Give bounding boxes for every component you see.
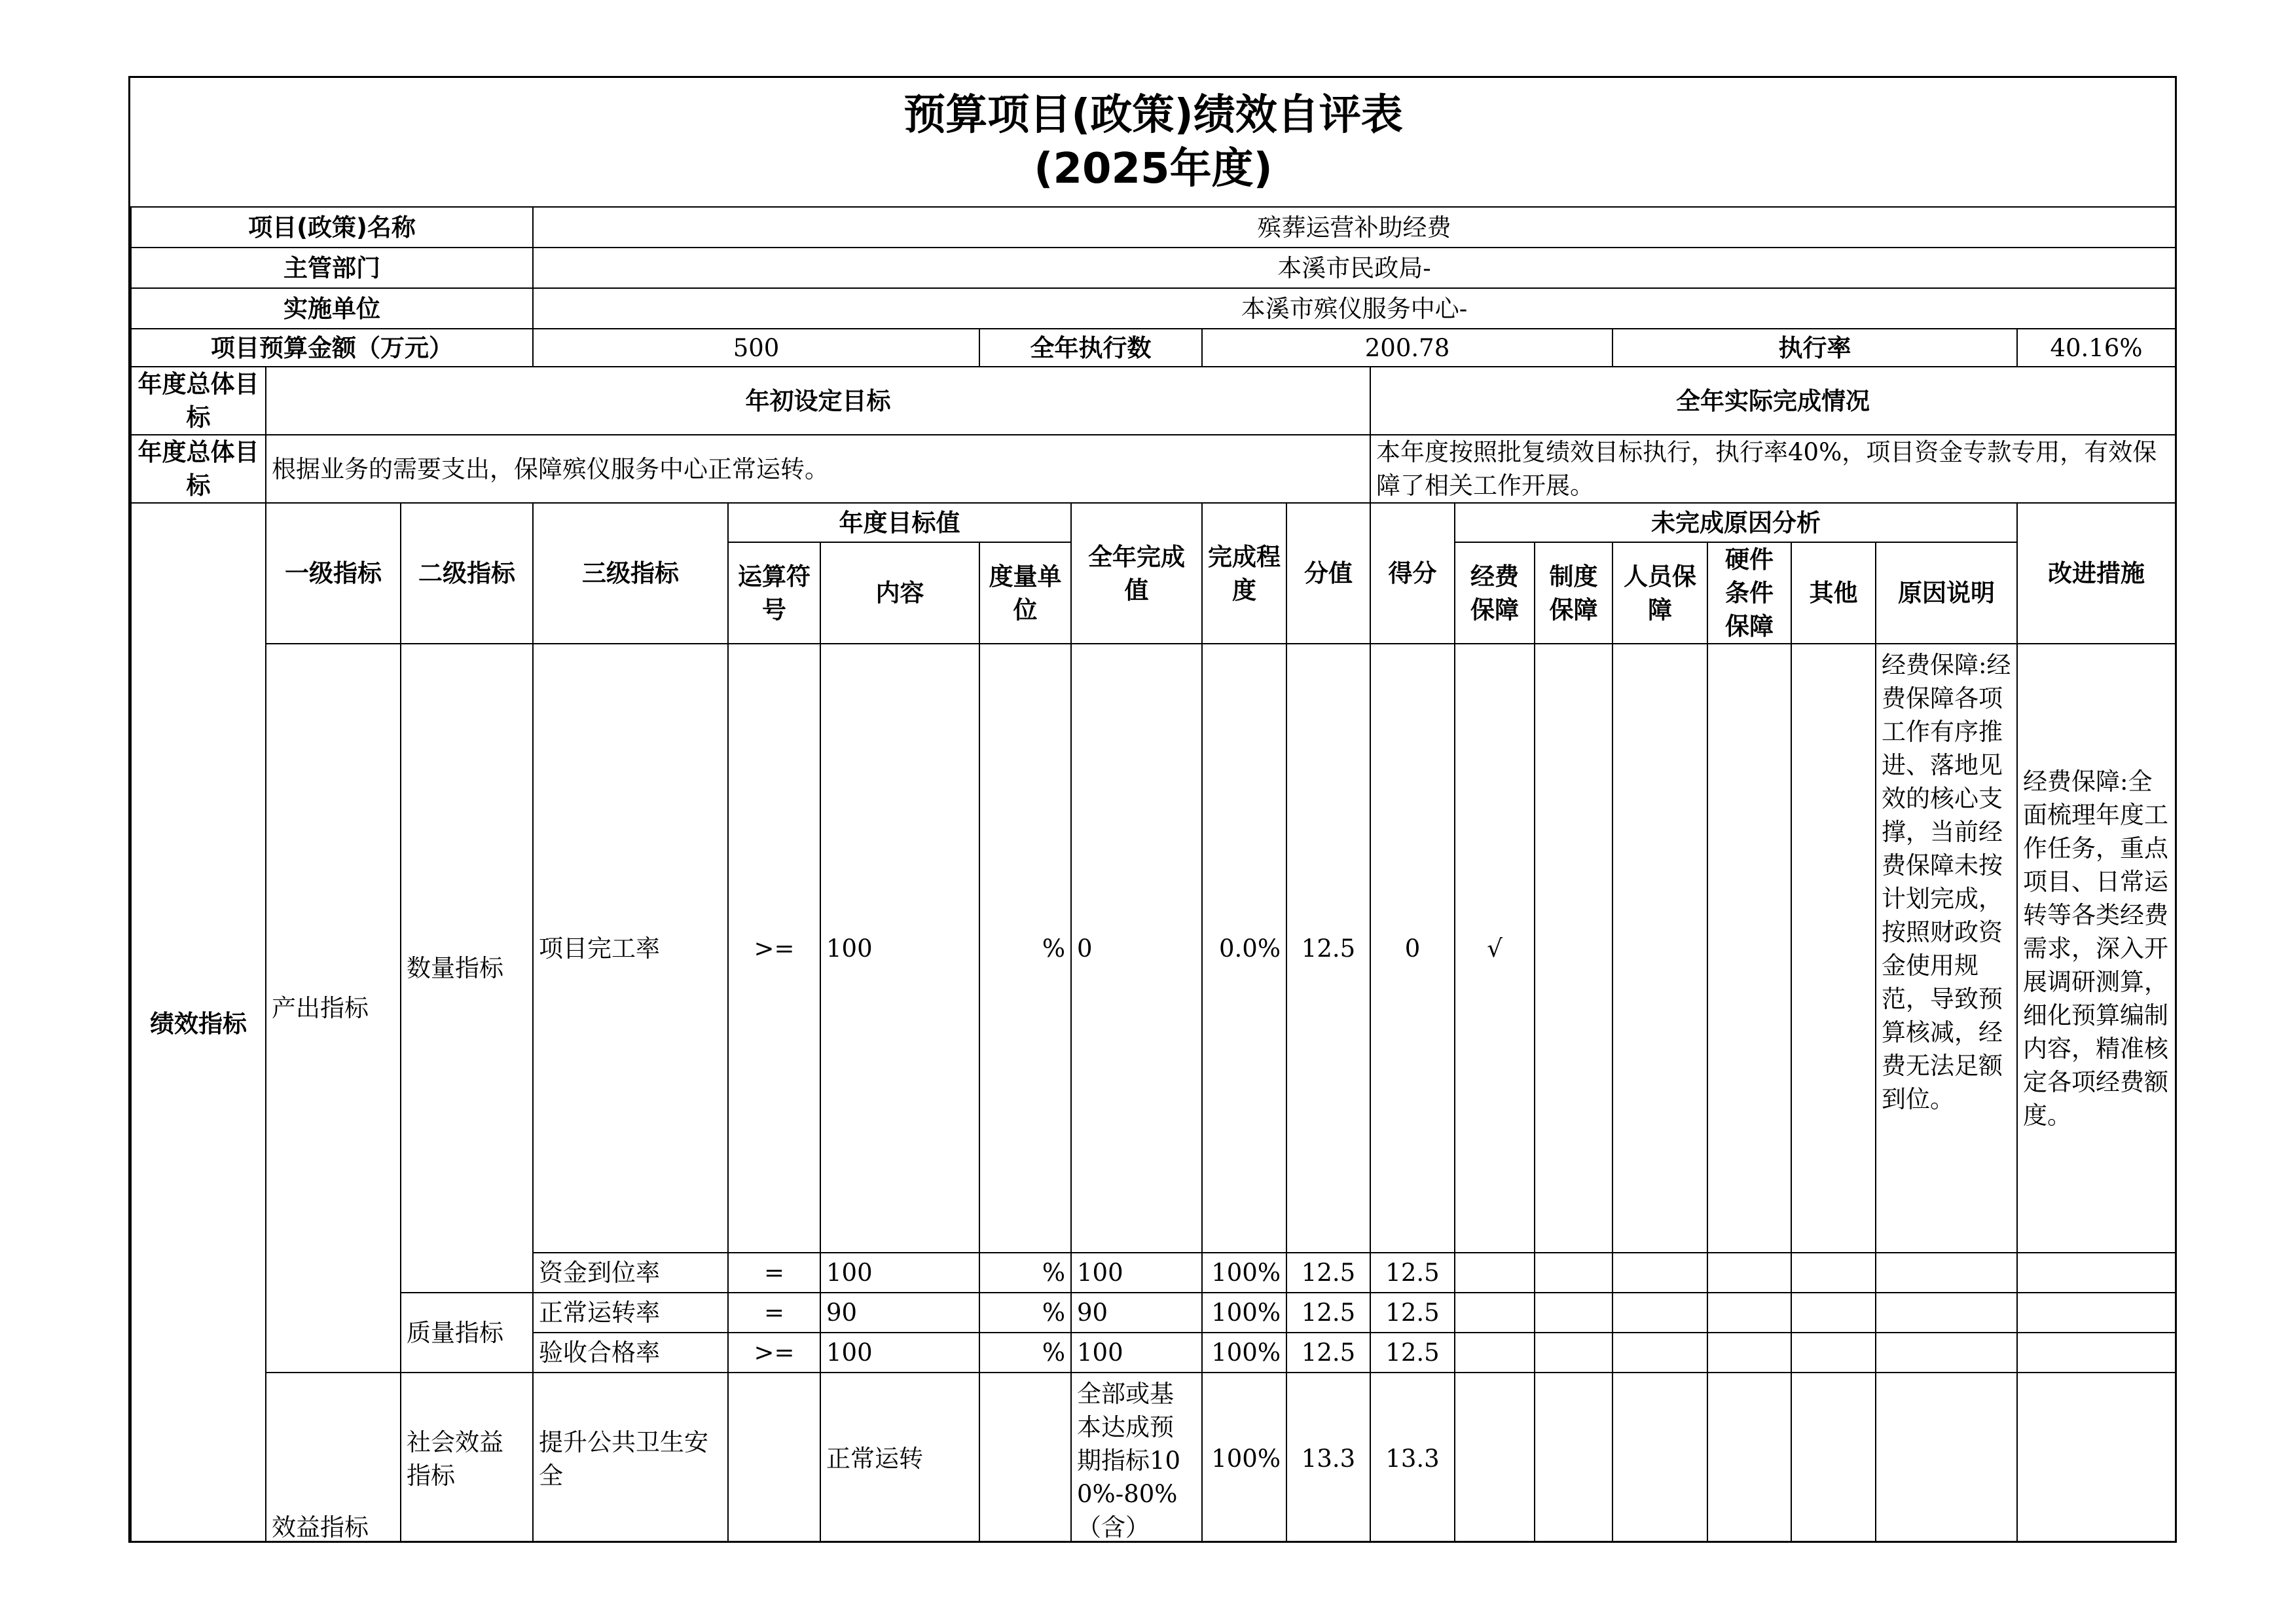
r2-value: 12.5 bbox=[1286, 1253, 1370, 1293]
r1-name: 项目完工率 bbox=[533, 644, 728, 1253]
project-name-label: 项目(政策)名称 bbox=[131, 207, 533, 248]
r2-score: 12.5 bbox=[1370, 1253, 1455, 1293]
r5-content: 正常运转 bbox=[820, 1373, 979, 1543]
r3-score: 12.5 bbox=[1370, 1293, 1455, 1333]
budget-value: 500 bbox=[533, 329, 979, 367]
budget-label: 项目预算金额（万元） bbox=[131, 329, 533, 367]
evaluation-table bbox=[130, 78, 2176, 1543]
r5-degree: 100% bbox=[1202, 1373, 1286, 1543]
r3-hardware bbox=[1707, 1293, 1791, 1333]
r2-reason bbox=[1876, 1253, 2017, 1293]
r4-reason bbox=[1876, 1333, 2017, 1373]
r1-degree: 0.0% bbox=[1202, 644, 1286, 1253]
r2-staff bbox=[1613, 1253, 1707, 1293]
header-level1: 一级指标 bbox=[266, 503, 401, 644]
r3-system bbox=[1535, 1293, 1613, 1333]
header-system: 制度保障 bbox=[1535, 542, 1613, 644]
quantity-indicator: 数量指标 bbox=[401, 644, 533, 1293]
table-row bbox=[131, 644, 2176, 1253]
r3-actual: 90 bbox=[1071, 1293, 1202, 1333]
r4-system bbox=[1535, 1333, 1613, 1373]
header-hardware: 硬件条件保障 bbox=[1707, 542, 1791, 644]
r5-hardware bbox=[1707, 1373, 1791, 1543]
r5-actual: 全部或基本达成预期指标100%-80%（含） bbox=[1071, 1373, 1202, 1543]
r4-content: 100 bbox=[820, 1333, 979, 1373]
header-target-group: 年度目标值 bbox=[728, 503, 1071, 542]
header-reason-group: 未完成原因分析 bbox=[1455, 503, 2017, 542]
r5-staff bbox=[1613, 1373, 1707, 1543]
project-name-value: 殡葬运营补助经费 bbox=[533, 207, 2176, 248]
r4-actual: 100 bbox=[1071, 1333, 1202, 1373]
r5-unit bbox=[979, 1373, 1071, 1543]
r3-value: 12.5 bbox=[1286, 1293, 1370, 1333]
rate-label: 执行率 bbox=[1613, 329, 2017, 367]
header-staff: 人员保障 bbox=[1613, 542, 1707, 644]
r5-operator bbox=[728, 1373, 820, 1543]
header-other: 其他 bbox=[1791, 542, 1876, 644]
rate-value: 40.16% bbox=[2017, 329, 2176, 367]
r1-operator: >= bbox=[728, 644, 820, 1253]
header-operator: 运算符号 bbox=[728, 542, 820, 644]
r3-degree: 100% bbox=[1202, 1293, 1286, 1333]
actual-goal-header: 全年实际完成情况 bbox=[1370, 367, 2176, 435]
output-indicator: 产出指标 bbox=[266, 644, 401, 1373]
r2-funding bbox=[1455, 1253, 1535, 1293]
header-level2: 二级指标 bbox=[401, 503, 533, 644]
r5-reason bbox=[1876, 1373, 2017, 1543]
page-subtitle: (2025年度) bbox=[1034, 145, 1273, 193]
r3-operator: = bbox=[728, 1293, 820, 1333]
header-score-value: 分值 bbox=[1286, 503, 1370, 644]
r1-unit: % bbox=[979, 644, 1071, 1253]
r4-unit: % bbox=[979, 1333, 1071, 1373]
header-actual: 全年完成值 bbox=[1071, 503, 1202, 644]
r4-name: 验收合格率 bbox=[533, 1333, 728, 1373]
r5-system bbox=[1535, 1373, 1613, 1543]
r4-staff bbox=[1613, 1333, 1707, 1373]
r1-system bbox=[1535, 644, 1613, 1253]
r1-content: 100 bbox=[820, 644, 979, 1253]
r4-funding bbox=[1455, 1333, 1535, 1373]
r1-staff bbox=[1613, 644, 1707, 1253]
social-indicator: 社会效益指标 bbox=[401, 1373, 533, 1543]
r2-unit: % bbox=[979, 1253, 1071, 1293]
r2-content: 100 bbox=[820, 1253, 979, 1293]
r1-hardware bbox=[1707, 644, 1791, 1253]
header-score: 得分 bbox=[1370, 503, 1455, 644]
r2-improve bbox=[2017, 1253, 2176, 1293]
initial-goal-text: 根据业务的需要支出，保障殡仪服务中心正常运转。 bbox=[266, 435, 1370, 503]
header-content: 内容 bbox=[820, 542, 979, 644]
r3-other bbox=[1791, 1293, 1876, 1333]
r1-funding-check: √ bbox=[1455, 644, 1535, 1253]
initial-goal-header: 年初设定目标 bbox=[266, 367, 1370, 435]
r1-actual: 0 bbox=[1071, 644, 1202, 1253]
goal-row-label: 年度总体目标 bbox=[131, 367, 266, 435]
actual-goal-text: 本年度按照批复绩效目标执行，执行率40%，项目资金专款专用，有效保障了相关工作开展。 bbox=[1370, 435, 2176, 503]
r3-improve bbox=[2017, 1293, 2176, 1333]
r2-other bbox=[1791, 1253, 1876, 1293]
self-evaluation-sheet bbox=[128, 76, 2177, 1543]
r4-hardware bbox=[1707, 1333, 1791, 1373]
unit-value: 本溪市殡仪服务中心- bbox=[533, 288, 2176, 329]
perf-indicator-label: 绩效指标 bbox=[131, 503, 266, 1543]
header-unit: 度量单位 bbox=[979, 542, 1071, 644]
goal-row-label-2: 年度总体目标 bbox=[131, 435, 266, 503]
unit-label: 实施单位 bbox=[131, 288, 533, 329]
exec-label: 全年执行数 bbox=[979, 329, 1202, 367]
r2-system bbox=[1535, 1253, 1613, 1293]
r2-actual: 100 bbox=[1071, 1253, 1202, 1293]
r1-other bbox=[1791, 644, 1876, 1253]
header-funding: 经费保障 bbox=[1455, 542, 1535, 644]
dept-value: 本溪市民政局- bbox=[533, 248, 2176, 288]
r4-degree: 100% bbox=[1202, 1333, 1286, 1373]
r3-content: 90 bbox=[820, 1293, 979, 1333]
r5-funding bbox=[1455, 1373, 1535, 1543]
r4-operator: >= bbox=[728, 1333, 820, 1373]
r2-operator: = bbox=[728, 1253, 820, 1293]
r3-unit: % bbox=[979, 1293, 1071, 1333]
r2-name: 资金到位率 bbox=[533, 1253, 728, 1293]
r1-reason: 经费保障:经费保障各项工作有序推进、落地见效的核心支撑，当前经费保障未按计划完成，按照财政资金使用规范，导致预算核减，经费无法足额到位。 bbox=[1876, 644, 2017, 1253]
r4-other bbox=[1791, 1333, 1876, 1373]
r2-degree: 100% bbox=[1202, 1253, 1286, 1293]
header-level3: 三级指标 bbox=[533, 503, 728, 644]
dept-label: 主管部门 bbox=[131, 248, 533, 288]
r5-name: 提升公共卫生安全 bbox=[533, 1373, 728, 1543]
r3-name: 正常运转率 bbox=[533, 1293, 728, 1333]
r1-value: 12.5 bbox=[1286, 644, 1370, 1253]
r4-value: 12.5 bbox=[1286, 1333, 1370, 1373]
r3-funding bbox=[1455, 1293, 1535, 1333]
r1-score: 0 bbox=[1370, 644, 1455, 1253]
r1-improve: 经费保障:全面梳理年度工作任务，重点项目、日常运转等各类经费需求，深入开展调研测算，细化预算编制内容，精准核定各项经费额度。 bbox=[2017, 644, 2176, 1253]
table-row bbox=[131, 1373, 2176, 1543]
title-cell bbox=[131, 78, 2176, 207]
r3-staff bbox=[1613, 1293, 1707, 1333]
r3-reason bbox=[1876, 1293, 2017, 1333]
r4-improve bbox=[2017, 1333, 2176, 1373]
quality-indicator: 质量指标 bbox=[401, 1293, 533, 1373]
header-degree: 完成程度 bbox=[1202, 503, 1286, 644]
benefit-indicator: 效益指标 bbox=[266, 1373, 401, 1543]
r5-other bbox=[1791, 1373, 1876, 1543]
exec-value: 200.78 bbox=[1202, 329, 1613, 367]
r5-value: 13.3 bbox=[1286, 1373, 1370, 1543]
r5-score: 13.3 bbox=[1370, 1373, 1455, 1543]
table-row bbox=[131, 1293, 2176, 1333]
page-title: 预算项目(政策)绩效自评表 bbox=[903, 91, 1403, 139]
r4-score: 12.5 bbox=[1370, 1333, 1455, 1373]
header-improve: 改进措施 bbox=[2017, 503, 2176, 644]
r5-improve bbox=[2017, 1373, 2176, 1543]
header-reason-desc: 原因说明 bbox=[1876, 542, 2017, 644]
r2-hardware bbox=[1707, 1253, 1791, 1293]
